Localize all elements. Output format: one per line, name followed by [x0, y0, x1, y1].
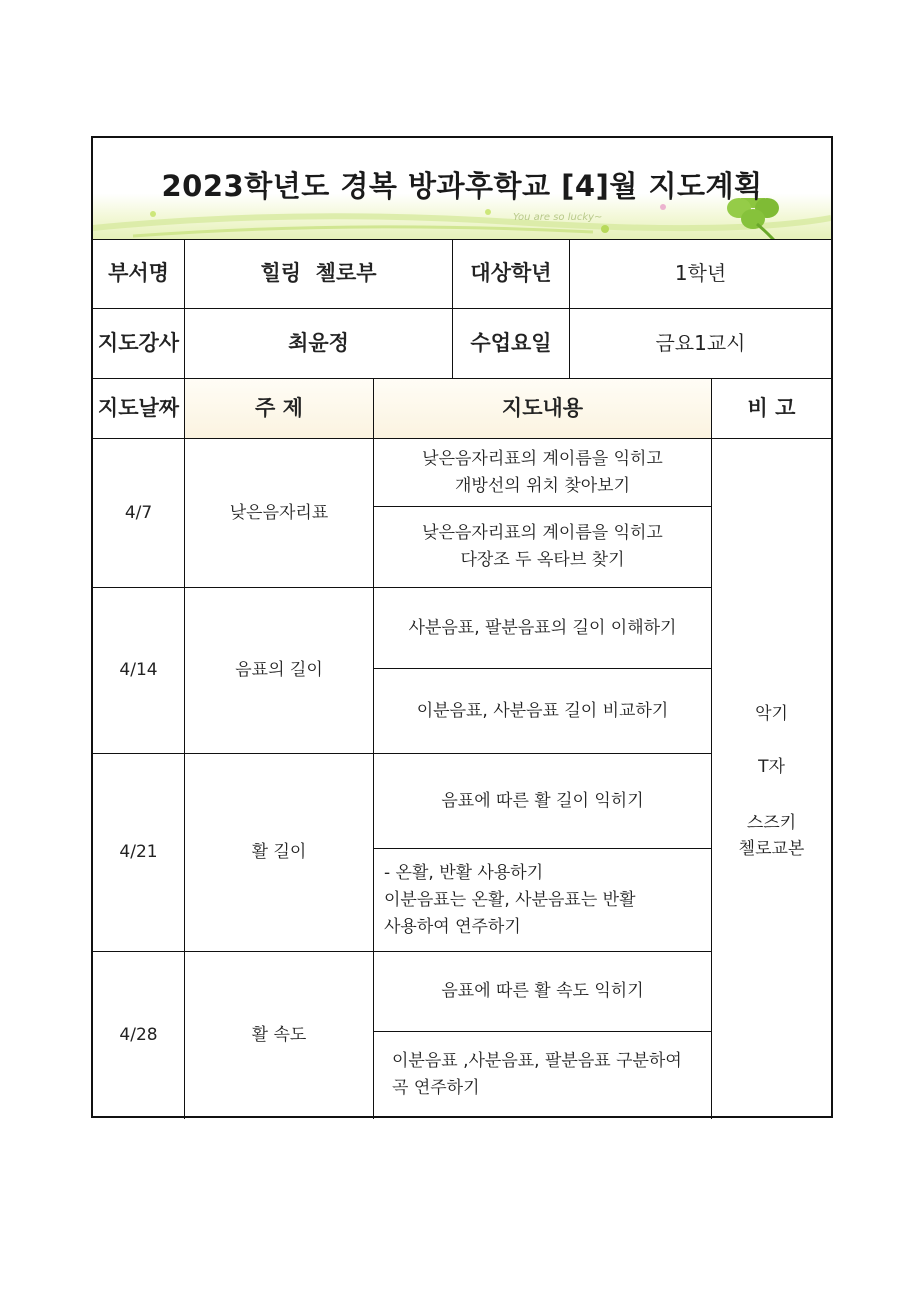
note-item: 악기 — [755, 704, 788, 724]
row-topic: 활 속도 — [251, 1024, 307, 1045]
day-value: 금요1교시 — [655, 331, 746, 355]
row-content-item: 음표에 따른 활 속도 익히기 — [441, 981, 644, 1001]
col-note-header: 비 고 — [747, 396, 796, 420]
dept-value: 힐링 첼로부 — [260, 261, 377, 285]
row-date: 4/14 — [119, 660, 158, 680]
col-content-header: 지도내용 — [374, 379, 711, 438]
plan-document — [91, 136, 833, 1118]
row-content-item: 음표에 따른 활 길이 익히기 — [441, 790, 644, 811]
dept-label: 부서명 — [108, 261, 169, 285]
note-item: T자 — [758, 757, 785, 777]
row-content-item: - 온활, 반활 사용하기 이분음표는 온활, 사분음표는 반활 사용하여 연주하기 — [384, 862, 636, 937]
row-content-item: 이분음표 ,사분음표, 팔분음표 구분하여 곡 연주하기 — [392, 1051, 682, 1098]
teacher-value: 최윤정 — [288, 331, 349, 355]
day-label: 수업요일 — [470, 331, 552, 355]
note-cell — [712, 439, 831, 1118]
page-title: 2023학년도 경복 방과후학교 [4]월 지도계획 — [161, 169, 763, 203]
note-item: 첼로교본 — [738, 839, 805, 859]
title-banner — [93, 138, 831, 240]
row-date: 4/21 — [119, 842, 158, 862]
grade-value: 1학년 — [674, 261, 727, 285]
row-content-item: 낮은음자리표의 계이름을 익히고 개방선의 위치 찾아보기 — [422, 448, 663, 496]
row-content-item: 낮은음자리표의 계이름을 익히고 다장조 두 옥타브 찾기 — [422, 523, 663, 570]
teacher-label: 지도강사 — [97, 331, 180, 355]
row-content-item: 이분음표, 사분음표 길이 비교하기 — [416, 700, 669, 721]
row-topic: 음표의 길이 — [235, 660, 323, 680]
note-item: 스즈키 — [746, 813, 797, 833]
row-topic: 활 길이 — [251, 842, 307, 862]
row-date: 4/28 — [119, 1024, 158, 1045]
grade-label: 대상학년 — [470, 261, 552, 285]
row-date: 4/7 — [124, 502, 153, 523]
col-date-header: 지도날짜 — [97, 396, 180, 420]
row-topic: 낮은음자리표 — [229, 502, 329, 523]
banner-script: You are so lucky~ — [513, 212, 603, 223]
col-topic-header: 주 제 — [185, 379, 373, 438]
row-content-item: 사분음표, 팔분음표의 길이 이해하기 — [408, 617, 677, 638]
